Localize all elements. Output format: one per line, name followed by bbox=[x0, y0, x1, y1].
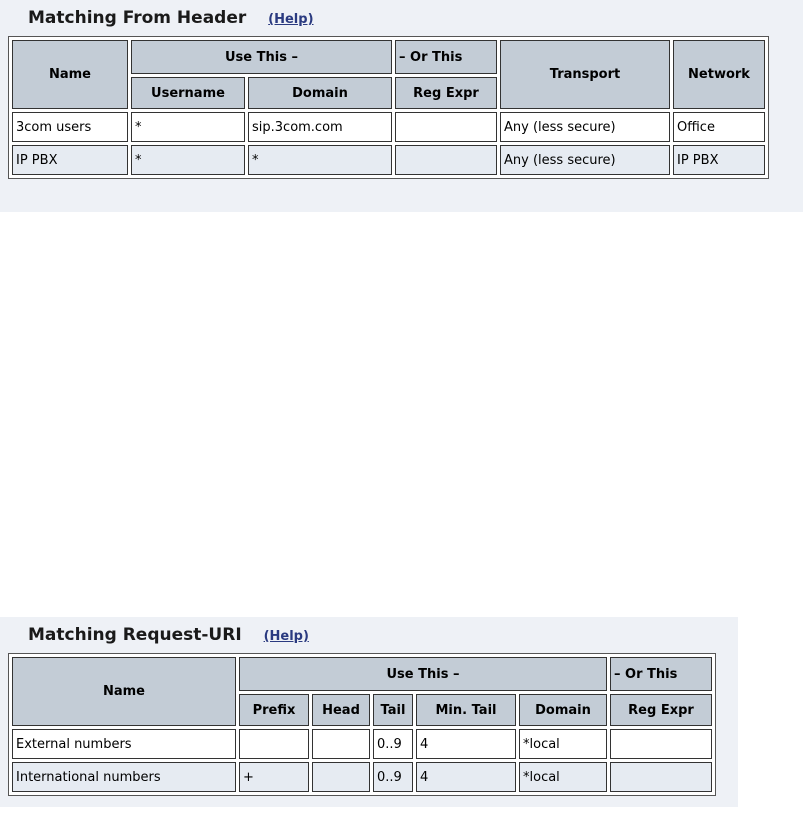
cell-domain[interactable]: *local bbox=[519, 762, 607, 792]
cell-head[interactable] bbox=[312, 729, 370, 759]
cell-network[interactable]: Office bbox=[673, 112, 765, 142]
col-use-this-header: Use This – bbox=[239, 657, 607, 691]
from-header-panel bbox=[0, 0, 803, 212]
col-network-header: Network bbox=[673, 40, 765, 109]
cell-name[interactable]: 3com users bbox=[12, 112, 128, 142]
request-uri-table bbox=[8, 653, 716, 796]
table-row[interactable] bbox=[12, 762, 712, 792]
request-uri-panel bbox=[0, 617, 738, 807]
cell-min-tail[interactable]: 4 bbox=[416, 762, 516, 792]
request-uri-title: Matching Request-URI bbox=[28, 625, 242, 645]
col-domain-header: Domain bbox=[248, 77, 392, 109]
table-row[interactable] bbox=[12, 729, 712, 759]
request-uri-heading bbox=[28, 623, 732, 647]
col-domain-header: Domain bbox=[519, 694, 607, 726]
col-head-header: Head bbox=[312, 694, 370, 726]
col-name-header: Name bbox=[12, 40, 128, 109]
cell-username[interactable]: * bbox=[131, 145, 245, 175]
cell-tail[interactable]: 0..9 bbox=[373, 729, 413, 759]
cell-domain[interactable]: sip.3com.com bbox=[248, 112, 392, 142]
cell-reg-expr[interactable] bbox=[610, 762, 712, 792]
cell-prefix[interactable] bbox=[239, 729, 309, 759]
table-row[interactable] bbox=[12, 112, 765, 142]
cell-domain[interactable]: * bbox=[248, 145, 392, 175]
from-header-heading bbox=[28, 6, 797, 30]
cell-network[interactable]: IP PBX bbox=[673, 145, 765, 175]
cell-prefix[interactable]: + bbox=[239, 762, 309, 792]
cell-reg-expr[interactable] bbox=[395, 145, 497, 175]
cell-transport[interactable]: Any (less secure) bbox=[500, 145, 670, 175]
cell-reg-expr[interactable] bbox=[610, 729, 712, 759]
col-min-tail-header: Min. Tail bbox=[416, 694, 516, 726]
cell-tail[interactable]: 0..9 bbox=[373, 762, 413, 792]
col-reg-expr-header: Reg Expr bbox=[395, 77, 497, 109]
col-tail-header: Tail bbox=[373, 694, 413, 726]
cell-name[interactable]: IP PBX bbox=[12, 145, 128, 175]
col-or-this-header: – Or This bbox=[395, 40, 497, 74]
cell-name[interactable]: External numbers bbox=[12, 729, 236, 759]
table-row[interactable] bbox=[12, 145, 765, 175]
cell-head[interactable] bbox=[312, 762, 370, 792]
cell-transport[interactable]: Any (less secure) bbox=[500, 112, 670, 142]
col-use-this-header: Use This – bbox=[131, 40, 392, 74]
cell-min-tail[interactable]: 4 bbox=[416, 729, 516, 759]
cell-name[interactable]: International numbers bbox=[12, 762, 236, 792]
cell-reg-expr[interactable] bbox=[395, 112, 497, 142]
cell-domain[interactable]: *local bbox=[519, 729, 607, 759]
col-name-header: Name bbox=[12, 657, 236, 726]
col-prefix-header: Prefix bbox=[239, 694, 309, 726]
from-header-help-link[interactable]: (Help) bbox=[268, 12, 314, 27]
col-reg-expr-header: Reg Expr bbox=[610, 694, 712, 726]
request-uri-help-link[interactable]: (Help) bbox=[263, 629, 309, 644]
col-transport-header: Transport bbox=[500, 40, 670, 109]
from-header-title: Matching From Header bbox=[28, 8, 247, 28]
cell-username[interactable]: * bbox=[131, 112, 245, 142]
col-or-this-header: – Or This bbox=[610, 657, 712, 691]
col-username-header: Username bbox=[131, 77, 245, 109]
from-header-table bbox=[8, 36, 769, 179]
